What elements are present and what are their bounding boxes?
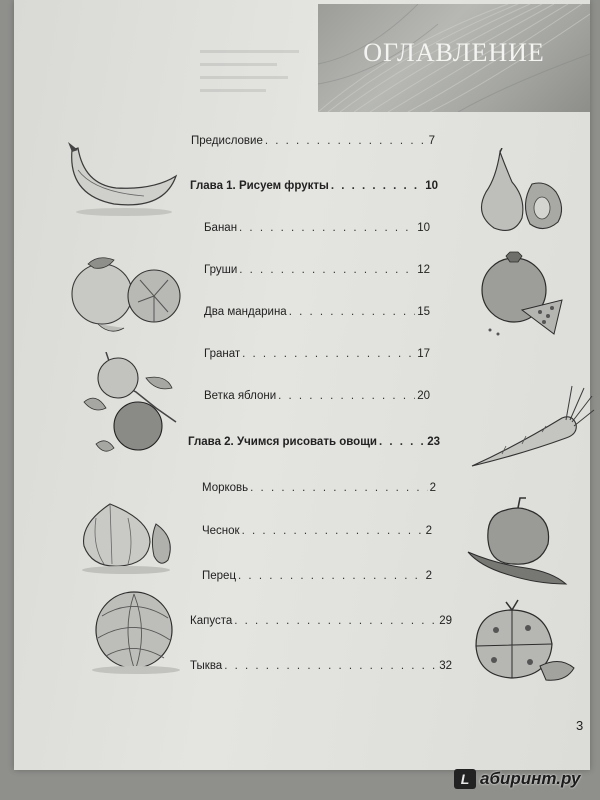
toc-leader-dots (224, 660, 437, 672)
toc-entry-label: Груши (204, 264, 238, 276)
toc-entry-garlic[interactable] (202, 525, 432, 537)
toc-entry-page: 7 (428, 135, 435, 147)
toc-entry-pumpkin[interactable] (190, 660, 452, 672)
garlic-icon (70, 494, 185, 574)
toc-entry-label: Ветка яблони (204, 390, 277, 402)
toc-entry-pears[interactable] (204, 264, 430, 276)
toc-entry-preface[interactable] (191, 135, 435, 147)
toc-leader-dots (238, 570, 424, 582)
tangerines-icon (58, 250, 188, 340)
toc-leader-dots (250, 482, 427, 494)
toc-entry-apple-branch[interactable] (204, 390, 430, 402)
cabbage-icon (82, 586, 192, 676)
book-page (14, 0, 590, 770)
toc-entry-page: 2 (429, 482, 436, 494)
toc-leader-dots (265, 135, 427, 147)
toc-entry-label: Глава 2. Учимся рисовать овощи (188, 436, 377, 448)
toc-entry-label: Предисловие (191, 135, 263, 147)
toc-entry-chapter-1[interactable] (190, 180, 438, 192)
toc-entry-page: 29 (439, 615, 452, 627)
pears-icon (470, 148, 570, 238)
toc-entry-label: Морковь (202, 482, 249, 494)
toc-leader-dots (234, 615, 437, 627)
toc-entry-page: 23 (427, 436, 440, 448)
toc-entry-page: 15 (417, 306, 430, 318)
toc-leader-dots (239, 222, 415, 234)
toc-entry-pomegranate[interactable] (204, 348, 430, 360)
bleed-through-text (200, 40, 310, 120)
page-title: ОГЛАВЛЕНИЕ (363, 38, 545, 67)
carrot-icon (466, 384, 596, 474)
toc-leader-dots (239, 264, 415, 276)
toc-entry-chapter-2[interactable] (188, 436, 440, 448)
toc-entry-page: 20 (417, 390, 430, 402)
toc-entry-pepper[interactable] (202, 570, 432, 582)
toc-leader-dots (331, 180, 423, 192)
page-number: 3 (576, 718, 584, 733)
toc-entry-label: Два мандарина (204, 306, 287, 318)
banana-icon (54, 140, 184, 220)
toc-entry-page: 2 (425, 570, 432, 582)
pomegranate-icon (470, 248, 570, 343)
toc-leader-dots (242, 525, 424, 537)
toc-entry-label: Чеснок (202, 525, 240, 537)
toc-entry-page: 32 (439, 660, 452, 672)
watermark-badge: L (454, 769, 476, 789)
toc-entry-page: 2 (425, 525, 432, 537)
toc-leader-dots (242, 348, 415, 360)
toc-entry-cabbage[interactable] (190, 615, 452, 627)
toc-leader-dots (289, 306, 416, 318)
apple-branch-icon (76, 352, 186, 472)
pumpkin-icon (466, 596, 576, 686)
toc-entry-page: 10 (417, 222, 430, 234)
toc-leader-dots (278, 390, 415, 402)
toc-entry-banana[interactable] (204, 222, 430, 234)
pepper-icon (466, 494, 576, 589)
toc-entry-page: 10 (425, 180, 438, 192)
toc-entry-carrot[interactable] (202, 482, 436, 494)
toc-entry-label: Капуста (190, 615, 233, 627)
toc-entry-page: 17 (417, 348, 430, 360)
toc-entry-label: Перец (202, 570, 237, 582)
toc-entry-label: Банан (204, 222, 238, 234)
watermark-text: абиринт.ру (480, 769, 581, 788)
toc-entry-label: Гранат (204, 348, 241, 360)
toc-entry-label: Тыква (190, 660, 223, 672)
toc-leader-dots (379, 436, 425, 448)
toc-entry-page: 12 (417, 264, 430, 276)
toc-entry-tangerines[interactable] (204, 306, 430, 318)
watermark (454, 764, 594, 794)
toc-entry-label: Глава 1. Рисуем фрукты (190, 180, 329, 192)
